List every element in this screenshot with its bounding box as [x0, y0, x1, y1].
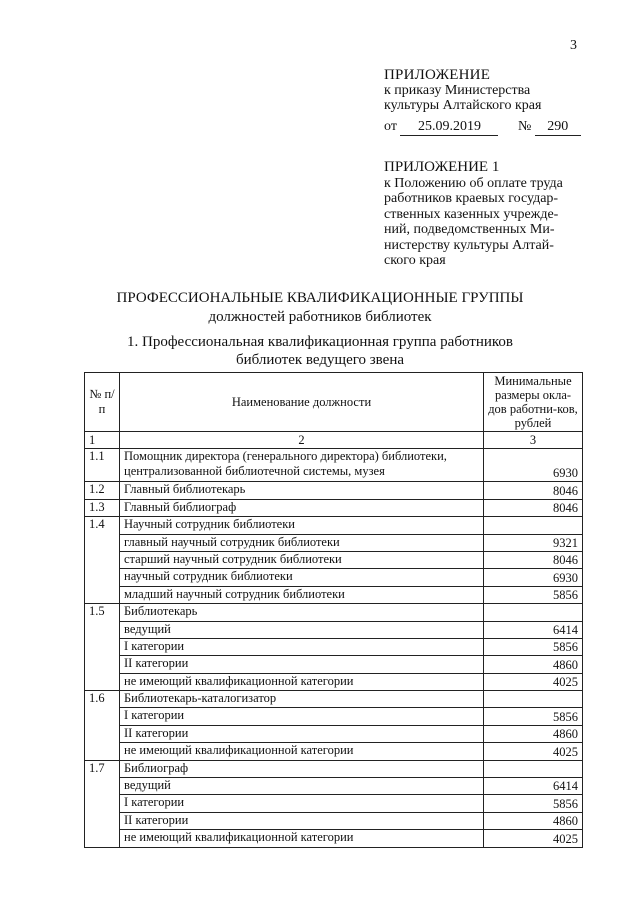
row-position-name: II категории	[120, 656, 484, 673]
row-number: 1.7	[85, 760, 120, 777]
row-number: 1.3	[85, 499, 120, 516]
main-title: ПРОФЕССИОНАЛЬНЫЕ КВАЛИФИКАЦИОННЫЕ ГРУППЫ	[116, 290, 524, 306]
row-number: 1.6	[85, 691, 120, 708]
table-row	[85, 708, 583, 725]
appendix1-line: ственных казенных учрежде-	[384, 206, 559, 222]
table-row	[85, 499, 583, 516]
row-position-name: ведущий	[120, 621, 484, 638]
row-salary-value: 5856	[484, 708, 583, 725]
row-position-name: Помощник директора (генерального директора) библиотеки, централизованной библиотечной системы, музея	[120, 449, 484, 482]
row-salary-value	[484, 517, 583, 534]
row-position-name: Библиотекарь	[120, 604, 484, 621]
order-number: 290	[535, 119, 581, 136]
row-salary-value	[484, 691, 583, 708]
row-number	[85, 725, 120, 742]
row-number: 1.4	[85, 517, 120, 534]
row-salary-value	[484, 760, 583, 777]
salary-table	[84, 372, 583, 848]
order-number-label: №	[517, 119, 532, 134]
colnum-3: 3	[484, 432, 583, 449]
appendix1-heading: ПРИЛОЖЕНИЕ 1	[384, 159, 500, 175]
row-salary-value: 6414	[484, 778, 583, 795]
table-row	[85, 604, 583, 621]
table-colnum-row	[85, 432, 583, 449]
table-row	[85, 517, 583, 534]
row-position-name: II категории	[120, 812, 484, 829]
appendix1-line: ний, подведомственных Ми-	[384, 222, 555, 237]
row-position-name: научный сотрудник библиотеки	[120, 569, 484, 586]
table-row	[85, 482, 583, 499]
table-header-row	[85, 373, 583, 432]
colnum-2: 2	[120, 432, 484, 449]
table-row	[85, 551, 583, 568]
row-position-name: I категории	[120, 708, 484, 725]
row-salary-value	[484, 604, 583, 621]
row-number	[85, 638, 120, 655]
row-number	[85, 795, 120, 812]
table-row	[85, 725, 583, 742]
row-position-name: I категории	[120, 795, 484, 812]
row-salary-value: 8046	[484, 482, 583, 499]
table-row	[85, 656, 583, 673]
row-number: 1.5	[85, 604, 120, 621]
header-salary: Минимальные размеры окла-дов работни-ков, рублей	[484, 373, 583, 432]
row-number	[85, 708, 120, 725]
row-number	[85, 812, 120, 829]
row-position-name: старший научный сотрудник библиотеки	[120, 551, 484, 568]
row-salary-value: 6930	[484, 569, 583, 586]
table-row	[85, 534, 583, 551]
row-salary-value: 4860	[484, 725, 583, 742]
colnum-1: 1	[85, 432, 120, 449]
row-salary-value: 4025	[484, 830, 583, 847]
row-position-name: ведущий	[120, 778, 484, 795]
table-row	[85, 569, 583, 586]
table-row	[85, 778, 583, 795]
appendix1-line: нистерству культуры Алтай-	[384, 237, 554, 253]
row-salary-value: 8046	[484, 499, 583, 516]
row-number: 1.2	[85, 482, 120, 499]
section-subtitle: библиотек ведущего звена	[235, 352, 405, 368]
row-salary-value: 8046	[484, 551, 583, 568]
row-salary-value: 4025	[484, 743, 583, 760]
row-salary-value: 4860	[484, 656, 583, 673]
appendix-heading: ПРИЛОЖЕНИЕ	[384, 67, 491, 83]
table-row	[85, 449, 583, 482]
order-line	[384, 119, 581, 136]
appendix1-line: ского края	[384, 253, 446, 268]
row-salary-value: 9321	[484, 534, 583, 551]
appendix-line: культуры Алтайского края	[384, 98, 542, 113]
row-salary-value: 5856	[484, 795, 583, 812]
row-salary-value: 4860	[484, 812, 583, 829]
row-position-name: не имеющий квалификационной категории	[120, 673, 484, 690]
table-row	[85, 691, 583, 708]
table-row	[85, 586, 583, 603]
page-number: 3	[570, 38, 577, 53]
row-position-name: не имеющий квалификационной категории	[120, 743, 484, 760]
appendix-block	[384, 68, 541, 113]
row-number	[85, 534, 120, 551]
table-row	[85, 830, 583, 847]
section-title: 1. Профессиональная квалификационная группа работников	[127, 334, 513, 350]
appendix-line: к приказу Министерства	[384, 83, 531, 98]
appendix1-block	[384, 160, 584, 269]
header-name: Наименование должности	[120, 373, 484, 432]
appendix1-line: работников краевых государ-	[384, 191, 559, 206]
table-row	[85, 638, 583, 655]
table-row	[85, 760, 583, 777]
row-number	[85, 586, 120, 603]
row-salary-value: 6414	[484, 621, 583, 638]
row-number	[85, 656, 120, 673]
row-number	[85, 743, 120, 760]
row-position-name: II категории	[120, 725, 484, 742]
order-date: 25.09.2019	[400, 119, 498, 136]
row-position-name: I категории	[120, 638, 484, 655]
row-number	[85, 621, 120, 638]
table-row	[85, 621, 583, 638]
table-row	[85, 795, 583, 812]
row-number	[85, 673, 120, 690]
row-number	[85, 778, 120, 795]
row-number	[85, 551, 120, 568]
row-position-name: Библиотекарь-каталогизатор	[120, 691, 484, 708]
table-row	[85, 673, 583, 690]
row-salary-value: 4025	[484, 673, 583, 690]
row-position-name: не имеющий квалификационной категории	[120, 830, 484, 847]
row-number: 1.1	[85, 449, 120, 482]
table-row	[85, 743, 583, 760]
appendix1-line: к Положению об оплате труда	[384, 175, 563, 191]
row-position-name: Главный библиограф	[120, 499, 484, 516]
row-number	[85, 569, 120, 586]
order-from-label: от	[384, 119, 397, 134]
table-row	[85, 812, 583, 829]
row-salary-value: 5856	[484, 638, 583, 655]
row-number	[85, 830, 120, 847]
row-position-name: Научный сотрудник библиотеки	[120, 517, 484, 534]
row-position-name: Библиограф	[120, 760, 484, 777]
row-salary-value: 5856	[484, 586, 583, 603]
row-position-name: младший научный сотрудник библиотеки	[120, 586, 484, 603]
main-subtitle: должностей работников библиотек	[208, 309, 432, 325]
row-position-name: главный научный сотрудник библиотеки	[120, 534, 484, 551]
row-position-name: Главный библиотекарь	[120, 482, 484, 499]
header-num: № п/п	[85, 373, 120, 432]
row-salary-value: 6930	[484, 449, 583, 482]
